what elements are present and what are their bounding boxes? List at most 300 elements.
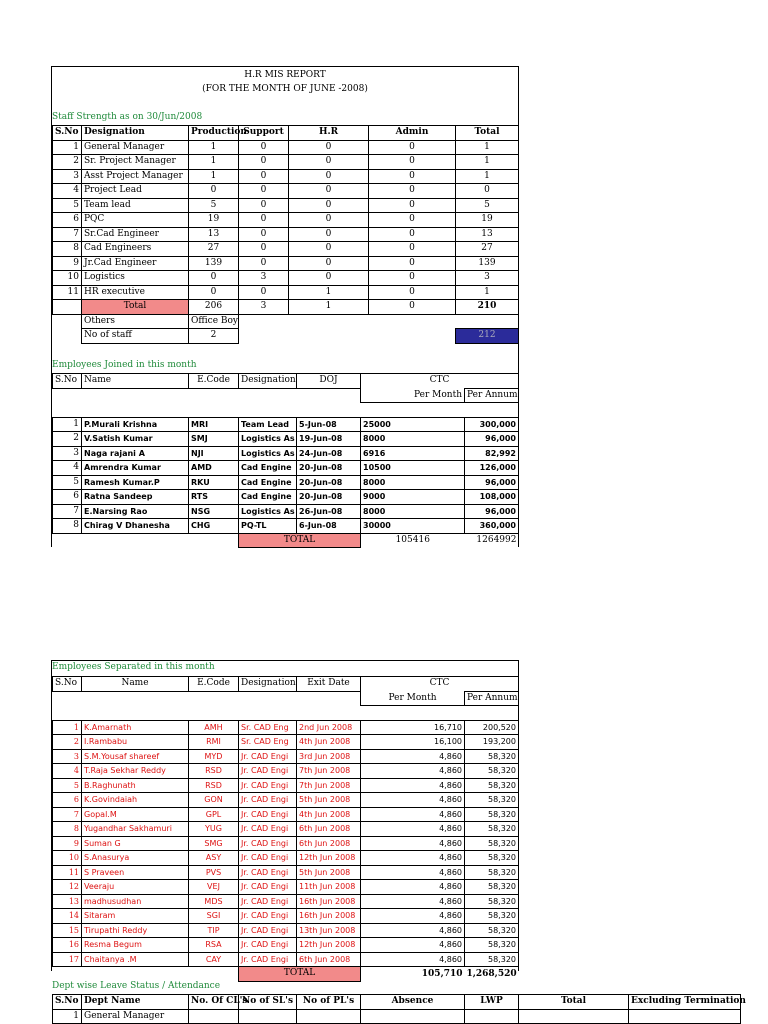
separated-cell: 58,320 — [465, 749, 519, 764]
joined-cell: 360,000 — [465, 519, 519, 534]
value-cell: 0 — [289, 169, 369, 184]
separated-cell: MYD — [189, 749, 239, 764]
value-cell: 0 — [369, 198, 456, 213]
value-cell: 5 — [456, 198, 519, 213]
designation-cell: Asst Project Manager — [82, 169, 189, 184]
joined-cell: Ratna Sandeep — [82, 490, 189, 505]
leave-cell — [629, 1009, 741, 1024]
blank-cell — [189, 403, 239, 418]
separated-cell: 4,860 — [361, 865, 465, 880]
joined-cell: 2 — [53, 432, 82, 447]
joined-cell: Logistics As — [239, 432, 297, 447]
value-cell: 27 — [189, 242, 239, 257]
separated-cell: 4,860 — [361, 923, 465, 938]
value-cell: 0 — [239, 198, 289, 213]
separated-cell: S.M.Yousaf shareef — [82, 749, 189, 764]
table-row — [53, 807, 519, 822]
table-row — [53, 720, 519, 735]
table-row — [53, 213, 519, 228]
joined-col-header: DOJ — [297, 374, 361, 389]
value-cell: 0 — [369, 242, 456, 257]
staff-col-header: S.No — [53, 126, 82, 141]
leave-cell — [297, 1009, 361, 1024]
separated-cell: 58,320 — [465, 894, 519, 909]
separated-cell: 3 — [53, 749, 82, 764]
separated-col-header: S.No — [53, 677, 82, 692]
joined-cell: 108,000 — [465, 490, 519, 505]
separated-cell: 16th Jun 2008 — [297, 894, 361, 909]
value-cell: 0 — [239, 169, 289, 184]
separated-cell: Jr. CAD Engi — [239, 894, 297, 909]
leave-cell: General Manager — [82, 1009, 189, 1024]
no-of-staff-total: 212 — [456, 329, 519, 344]
separated-cell: TIP — [189, 923, 239, 938]
separated-cell: 16th Jun 2008 — [297, 909, 361, 924]
leave-cell — [519, 1009, 629, 1024]
joined-cell: Logistics As — [239, 504, 297, 519]
blank-cell — [361, 706, 465, 721]
joined-cell: Team Lead — [239, 417, 297, 432]
designation-cell: Jr.Cad Engineer — [82, 256, 189, 271]
separated-cell: 1 — [53, 720, 82, 735]
total-month: 105416 — [395, 535, 430, 545]
value-cell: 0 — [239, 285, 289, 300]
table-row — [53, 271, 519, 286]
leave-col-header: Total — [519, 995, 629, 1010]
separated-cell: Tirupathi Reddy — [82, 923, 189, 938]
value-cell: 0 — [369, 256, 456, 271]
value-cell: 1 — [456, 140, 519, 155]
separated-cell: 15 — [53, 923, 82, 938]
blank-cell — [369, 314, 456, 329]
blank-cell — [297, 706, 361, 721]
joined-cell: 4 — [53, 461, 82, 476]
staff-total-row — [53, 300, 519, 315]
separated-cell: 7th Jun 2008 — [297, 778, 361, 793]
table-row — [53, 446, 519, 461]
separated-heading: Employees Separated in this month — [52, 662, 215, 672]
joined-cell: 10500 — [361, 461, 465, 476]
value-cell: 27 — [456, 242, 519, 257]
blank-cell — [189, 388, 239, 403]
table-row — [53, 952, 519, 967]
total-label: TOTAL — [239, 967, 361, 982]
table-row — [53, 836, 519, 851]
blank-cell — [297, 691, 361, 706]
value-cell: 0 — [369, 140, 456, 155]
leave-col-header: LWP — [465, 995, 519, 1010]
value-cell: 1 — [189, 140, 239, 155]
designation-cell: Sr. Project Manager — [82, 155, 189, 170]
designation-cell: Team lead — [82, 198, 189, 213]
table-row — [53, 735, 519, 750]
leave-cell — [361, 1009, 465, 1024]
blank-cell — [239, 403, 297, 418]
blank-cell — [456, 314, 519, 329]
separated-cell: RSA — [189, 938, 239, 953]
joined-cell: 6 — [53, 490, 82, 505]
separated-cell: 6 — [53, 793, 82, 808]
joined-total-row — [53, 533, 519, 548]
separated-cell: Yugandhar Sakhamuri — [82, 822, 189, 837]
separated-cell: 4,860 — [361, 778, 465, 793]
staff-col-header: Admin — [369, 126, 456, 141]
separated-cell: Jr. CAD Engi — [239, 851, 297, 866]
blank-cell — [53, 706, 82, 721]
separated-cell: 4 — [53, 764, 82, 779]
separated-cell: 4th Jun 2008 — [297, 735, 361, 750]
joined-cell: 25000 — [361, 417, 465, 432]
table-row — [53, 909, 519, 924]
joined-cell: 20-Jun-08 — [297, 490, 361, 505]
separated-cell: Jr. CAD Engi — [239, 865, 297, 880]
table-row — [53, 285, 519, 300]
leave-col-header: No of PL's — [297, 995, 361, 1010]
joined-cell: RKU — [189, 475, 239, 490]
leave-cell — [239, 1009, 297, 1024]
value-cell: 10 — [53, 271, 82, 286]
separated-cell: 6th Jun 2008 — [297, 836, 361, 851]
separated-cell: 58,320 — [465, 778, 519, 793]
joined-cell: 3 — [53, 446, 82, 461]
value-cell: 0 — [289, 155, 369, 170]
no-of-staff-row — [53, 329, 519, 344]
separated-cell: 16,100 — [361, 735, 465, 750]
value-cell: 5 — [189, 198, 239, 213]
value-cell: 2 — [53, 155, 82, 170]
separated-cell: 5 — [53, 778, 82, 793]
leave-col-header: Dept Name — [82, 995, 189, 1010]
separated-cell: 58,320 — [465, 923, 519, 938]
value-cell: 8 — [53, 242, 82, 257]
separated-cell: RSD — [189, 764, 239, 779]
separated-cell: 16 — [53, 938, 82, 953]
ctc-header: CTC — [361, 374, 519, 389]
designation-cell: PQC — [82, 213, 189, 228]
joined-cell: SMJ — [189, 432, 239, 447]
joined-cell: 9000 — [361, 490, 465, 505]
joined-cell: Logistics As — [239, 446, 297, 461]
blank-cell — [189, 706, 239, 721]
separated-cell: 2nd Jun 2008 — [297, 720, 361, 735]
blank-cell — [82, 691, 189, 706]
blank-cell — [465, 706, 519, 721]
total-label: TOTAL — [239, 533, 361, 548]
joined-cell: CHG — [189, 519, 239, 534]
separated-cell: 3rd Jun 2008 — [297, 749, 361, 764]
designation-cell: Cad Engineers — [82, 242, 189, 257]
separated-cell: 4,860 — [361, 952, 465, 967]
others-value: Office Boy — [189, 314, 239, 329]
joined-cell: 8000 — [361, 432, 465, 447]
separated-cell: 10 — [53, 851, 82, 866]
table-row — [53, 140, 519, 155]
blank-cell — [239, 314, 289, 329]
separated-cell: 4,860 — [361, 938, 465, 953]
total-value: 3 — [239, 300, 289, 315]
separated-cell: 4,860 — [361, 836, 465, 851]
separated-cell: Chaitanya .M — [82, 952, 189, 967]
separated-cell: Gopal.M — [82, 807, 189, 822]
table-row — [53, 504, 519, 519]
table-row — [53, 1009, 741, 1024]
total-value: 0 — [369, 300, 456, 315]
separated-cell: 4,860 — [361, 851, 465, 866]
joined-cell: AMD — [189, 461, 239, 476]
separated-cell: 16,710 — [361, 720, 465, 735]
value-cell: 1 — [456, 285, 519, 300]
blank-cell — [289, 329, 369, 344]
separated-col-header: Name — [82, 677, 189, 692]
joined-cell: 96,000 — [465, 504, 519, 519]
separated-cell: T.Raja Sekhar Reddy — [82, 764, 189, 779]
separated-cell: 12th Jun 2008 — [297, 851, 361, 866]
separated-cell: AMH — [189, 720, 239, 735]
blank-cell — [239, 691, 297, 706]
joined-cell: 8000 — [361, 504, 465, 519]
separated-cell: 6th Jun 2008 — [297, 822, 361, 837]
table-row — [53, 894, 519, 909]
blank-cell — [297, 388, 361, 403]
designation-cell: Logistics — [82, 271, 189, 286]
separated-cell: 58,320 — [465, 807, 519, 822]
joined-cell: 6-Jun-08 — [297, 519, 361, 534]
designation-cell: HR executive — [82, 285, 189, 300]
separated-cell: 13th Jun 2008 — [297, 923, 361, 938]
joined-cell: 96,000 — [465, 475, 519, 490]
table-row — [53, 938, 519, 953]
report-title: H.R MIS REPORT — [244, 70, 326, 80]
blank-cell — [239, 329, 289, 344]
spacer-row — [53, 403, 519, 418]
value-cell: 5 — [53, 198, 82, 213]
value-cell: 13 — [189, 227, 239, 242]
separated-col-header: E.Code — [189, 677, 239, 692]
separated-cell: 58,320 — [465, 836, 519, 851]
value-cell: 1 — [456, 155, 519, 170]
joined-cell: 20-Jun-08 — [297, 461, 361, 476]
value-cell: 0 — [239, 227, 289, 242]
blank-cell — [82, 533, 189, 548]
value-cell: 0 — [456, 184, 519, 199]
separated-cell: 4,860 — [361, 909, 465, 924]
blank-cell — [189, 533, 239, 548]
separated-cell: ASY — [189, 851, 239, 866]
value-cell: 0 — [239, 140, 289, 155]
separated-cell: Jr. CAD Engi — [239, 778, 297, 793]
total-label: Total — [82, 300, 189, 315]
blank-cell — [239, 706, 297, 721]
separated-cell: PVS — [189, 865, 239, 880]
per-month-header: Per Month — [361, 691, 465, 706]
total-value: 206 — [189, 300, 239, 315]
value-cell: 0 — [239, 213, 289, 228]
joined-cell: 20-Jun-08 — [297, 475, 361, 490]
separated-cell: 12th Jun 2008 — [297, 938, 361, 953]
value-cell: 0 — [239, 184, 289, 199]
separated-cell: 5th Jun 2008 — [297, 793, 361, 808]
table-row — [53, 242, 519, 257]
separated-cell: 12 — [53, 880, 82, 895]
table-row — [53, 227, 519, 242]
separated-cell: 58,320 — [465, 865, 519, 880]
leave-col-header: No of SL's — [239, 995, 297, 1010]
value-cell: 1 — [289, 285, 369, 300]
joined-cell: NJI — [189, 446, 239, 461]
separated-total-row — [53, 967, 519, 982]
separated-cell: 11th Jun 2008 — [297, 880, 361, 895]
blank-cell — [82, 403, 189, 418]
value-cell: 11 — [53, 285, 82, 300]
value-cell: 0 — [369, 227, 456, 242]
value-cell: 13 — [456, 227, 519, 242]
separated-cell: 13 — [53, 894, 82, 909]
joined-cell: RTS — [189, 490, 239, 505]
separated-cell: Sitaram — [82, 909, 189, 924]
blank-cell — [361, 403, 465, 418]
blank-cell — [82, 706, 189, 721]
others-label: Others — [82, 314, 189, 329]
leave-table — [52, 994, 746, 1024]
joined-cell: 1 — [53, 417, 82, 432]
separated-cell: 6th Jun 2008 — [297, 952, 361, 967]
table-row — [53, 923, 519, 938]
separated-cell: 7 — [53, 807, 82, 822]
separated-cell: 4,860 — [361, 894, 465, 909]
separated-col-header: Exit Date — [297, 677, 361, 692]
leave-cell — [465, 1009, 519, 1024]
value-cell: 0 — [289, 213, 369, 228]
separated-cell: Jr. CAD Engi — [239, 749, 297, 764]
separated-cell: 193,200 — [465, 735, 519, 750]
separated-cell: Jr. CAD Engi — [239, 807, 297, 822]
staff-strength-table — [52, 125, 519, 344]
staff-col-header: Production — [189, 126, 239, 141]
staff-col-header: Designation — [82, 126, 189, 141]
blank-cell — [53, 533, 82, 548]
blank-cell — [53, 403, 82, 418]
table-row — [53, 764, 519, 779]
separated-cell: 8 — [53, 822, 82, 837]
separated-cell: 5th Jun 2008 — [297, 865, 361, 880]
table-row — [53, 461, 519, 476]
separated-cell: MDS — [189, 894, 239, 909]
separated-cell: 9 — [53, 836, 82, 851]
separated-cell: Suman G — [82, 836, 189, 851]
separated-cell: SMG — [189, 836, 239, 851]
separated-cell: 58,320 — [465, 880, 519, 895]
separated-cell: 58,320 — [465, 938, 519, 953]
separated-cell: Jr. CAD Engi — [239, 880, 297, 895]
separated-col-header: Designation — [239, 677, 297, 692]
separated-cell: K.Govindaiah — [82, 793, 189, 808]
value-cell: 0 — [239, 242, 289, 257]
separated-cell: S Praveen — [82, 865, 189, 880]
blank-cell — [189, 691, 239, 706]
separated-cell: GPL — [189, 807, 239, 822]
separated-cell: B.Raghunath — [82, 778, 189, 793]
separated-cell: K.Amarnath — [82, 720, 189, 735]
separated-cell: 17 — [53, 952, 82, 967]
blank-cell — [53, 691, 82, 706]
table-row — [53, 184, 519, 199]
joined-cell: NSG — [189, 504, 239, 519]
joined-col-header: S.No — [53, 374, 82, 389]
joined-subheader-row — [53, 388, 519, 403]
separated-cell: Jr. CAD Engi — [239, 923, 297, 938]
joined-cell: 96,000 — [465, 432, 519, 447]
joined-cell: 24-Jun-08 — [297, 446, 361, 461]
separated-cell: 14 — [53, 909, 82, 924]
per-annum-header: Per Annum — [465, 691, 519, 706]
blank-cell — [369, 329, 456, 344]
value-cell: 139 — [189, 256, 239, 271]
separated-cell: SGI — [189, 909, 239, 924]
total-value: 210 — [456, 300, 519, 315]
separated-cell: Jr. CAD Engi — [239, 938, 297, 953]
value-cell: 19 — [456, 213, 519, 228]
per-month-header: Per Month — [361, 388, 465, 403]
separated-cell: 58,320 — [465, 822, 519, 837]
separated-cell: Jr. CAD Engi — [239, 822, 297, 837]
joined-cell: 5-Jun-08 — [297, 417, 361, 432]
value-cell: 7 — [53, 227, 82, 242]
leave-header-row — [53, 995, 741, 1010]
separated-cell: RMI — [189, 735, 239, 750]
value-cell: 0 — [289, 256, 369, 271]
separated-cell: 11 — [53, 865, 82, 880]
joined-cell: 300,000 — [465, 417, 519, 432]
table-row — [53, 475, 519, 490]
joined-cell: P.Murali Krishna — [82, 417, 189, 432]
separated-header-row — [53, 677, 519, 692]
value-cell: 0 — [189, 184, 239, 199]
separated-cell: Sr. CAD Eng — [239, 720, 297, 735]
blank-cell — [53, 329, 82, 344]
table-row — [53, 432, 519, 447]
table-row — [53, 851, 519, 866]
joined-cell: Cad Engine — [239, 490, 297, 505]
separated-cell: RSD — [189, 778, 239, 793]
joined-cell: 7 — [53, 504, 82, 519]
value-cell: 3 — [239, 271, 289, 286]
total-month: 105,710 — [421, 968, 463, 979]
joined-cell: 82,992 — [465, 446, 519, 461]
blank-cell — [189, 967, 239, 982]
table-row — [53, 778, 519, 793]
table-row — [53, 155, 519, 170]
separated-cell: YUG — [189, 822, 239, 837]
value-cell: 0 — [369, 184, 456, 199]
joined-cell: Amrendra Kumar — [82, 461, 189, 476]
table-row — [53, 865, 519, 880]
joined-cell: 30000 — [361, 519, 465, 534]
table-row — [53, 822, 519, 837]
value-cell: 0 — [289, 242, 369, 257]
blank-cell — [239, 388, 297, 403]
joined-col-header: Designation — [239, 374, 297, 389]
separated-subheader-row — [53, 691, 519, 706]
separated-cell: I.Rambabu — [82, 735, 189, 750]
joined-cell: Chirag V Dhanesha — [82, 519, 189, 534]
spacer-row — [53, 706, 519, 721]
value-cell: 0 — [189, 271, 239, 286]
separated-cell: 4,860 — [361, 880, 465, 895]
separated-cell: VEJ — [189, 880, 239, 895]
separated-cell: Jr. CAD Engi — [239, 836, 297, 851]
separated-cell: Resma Begum — [82, 938, 189, 953]
value-cell: 0 — [369, 271, 456, 286]
